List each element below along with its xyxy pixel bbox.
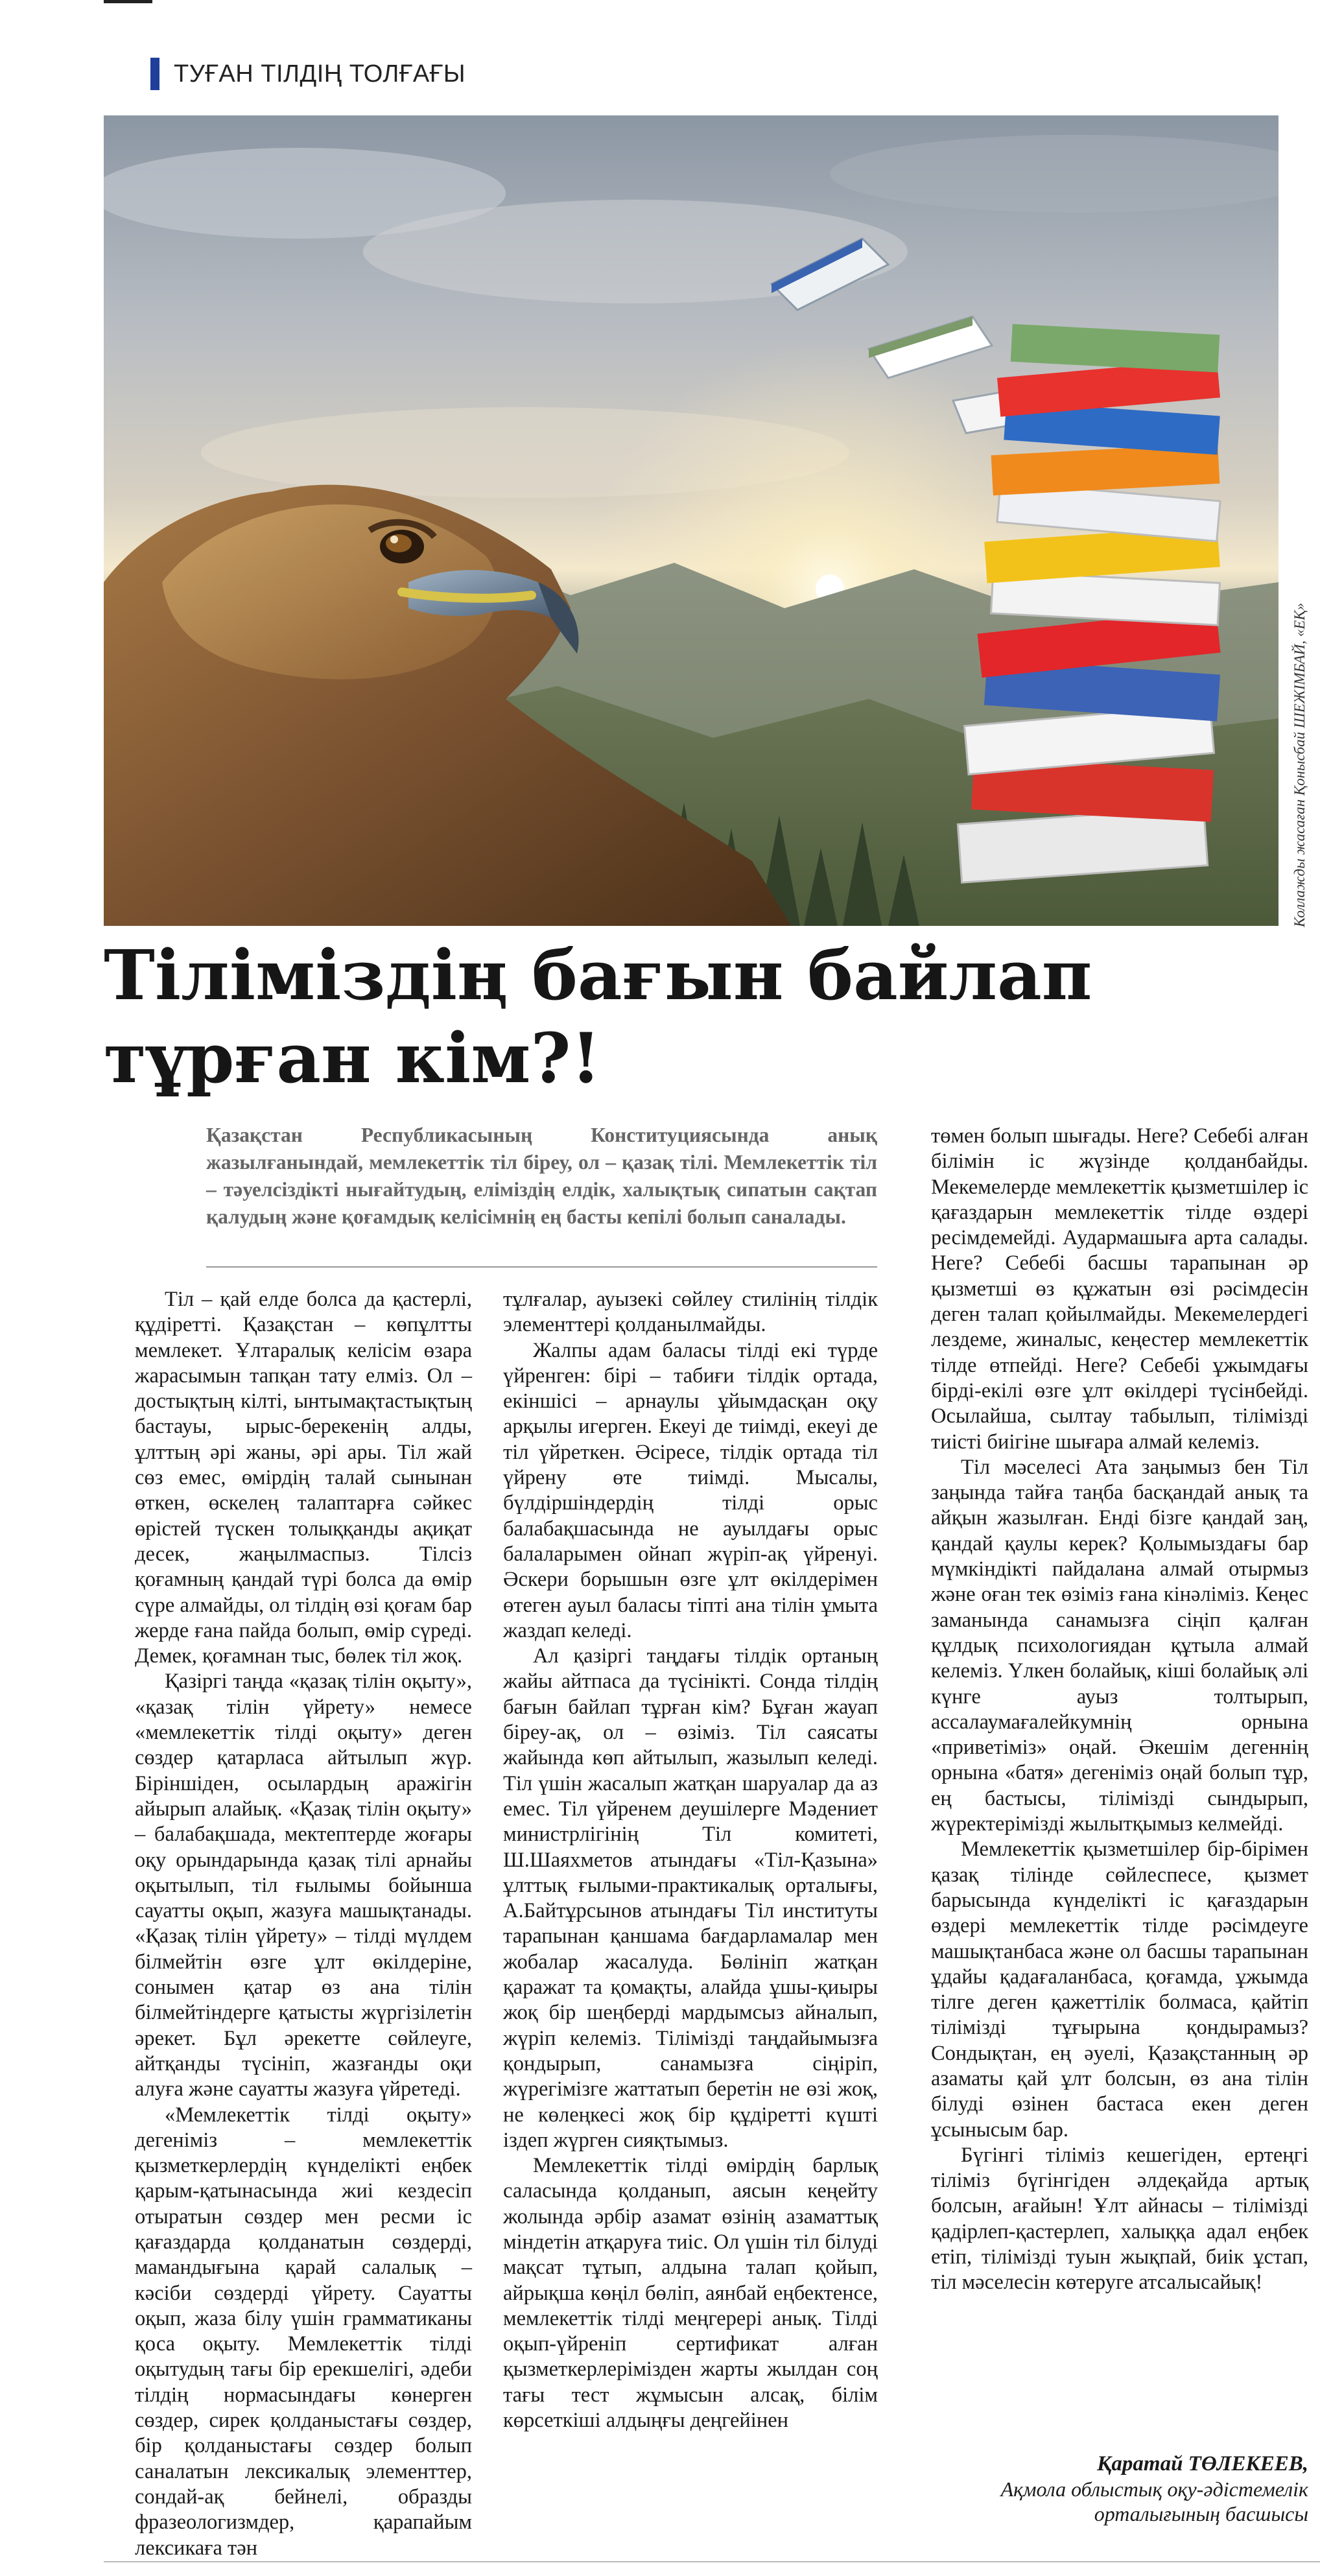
author-role: Ақмола облыстық оқу-әдістемелік xyxy=(1000,2477,1308,2501)
paragraph: Ал қазіргі таңдағы тілдік ортаның жайы айтпаса да түсінікті. Сонда тілдің бағын байлап тұрған кім? Бұған жауап біреу-ақ, ол – өзіміз. Тіл саясаты жайында көп айтылып, жазылып келеді. Тіл үшін жасалып жатқан шаруалар да аз емес. Тіл үйренем деушілерге Мәдениет министрлігінің Тіл комитеті, Ш.Шаяхметов атындағы «Тіл-Қазына» ұлттық ғылыми-практикалық орталығы, А.Байтұрсынов атындағы Тіл институты тарапынан қаншама бағдарламалар мен жобалар жасалуда. Бөлініп жатқан қаражат та қомақты, алайда ұшы-қиыры жоқ бір шеңберді мардымсыз айналып, жүріп келеміз. Тілімізді таңдайымызға қондырып, санамызға сіңіріп, жүрегімізге жаттатып беретін не өзі жоқ, не көлеңкесі жоқ бір құдіретті күшті іздеп жүрген сияқтымыз. xyxy=(503,1644,878,2152)
eagle-books-collage xyxy=(104,115,1279,926)
image-credit: Коллажды жасаған Қонысбай ШЕЖІМБАЙ, «ЕҚ» xyxy=(1291,602,1308,927)
rubric-accent-bar xyxy=(150,58,159,90)
paragraph: Тіл мәселесі Ата заңымыз бен Тіл заңында тайға таңба басқандай анық та айқын жазылған. Енді бізге қандай заң, қандай қаулы керек? Қолымыздағы бар мүмкіндікті пайдалана алмай отырмыз және оған тек өзіміз ғана кінәліміз. Кеңес заманында санамызға сіңіп қалған құлдық психологиядан құтыла алмай келеміз. Үлкен болайық, кіші болайық әлі күнге ауыз толтырып, ассалаумағалейкумнің орнына «приветіміз» оңай. Әкешім дегеннің орнына «батя» дегеніміз оңай болып тұр, ең бастысы, тілімізді сындырып, жүректерімізді жылытқымыз келмейді. xyxy=(931,1455,1308,1836)
paragraph: төмен болып шығады. Неге? Себебі алған білімін іс жүзінде қолданбайды. Мекемелерде мемлекеттік қызметшілер іс қағаздарын мемлекеттік тілде өздері ресімдемейді. Аудармашыға арта салады. Неге? Себебі басшы тарапынан әр қызметші өз құжатын өзі рәсімдесін деген талап қойылмайды. Мекемелердегі лездеме, жиналыс, кеңестер мемлекеттік тілде өтпейді. Неге? Себебі ұжымдағы бірді-екілі өзге ұлт өкілдері түсінбейді. Осылайша, сылтау табылып, тілімізді тиісті биігіне шығара алмай келеміз. xyxy=(931,1124,1308,1454)
paragraph: Мемлекеттік тілді өмірдің барлық саласында қолданып, аясын кеңейту жолында әрбір азамат өзінің азаматтық міндетін атқаруға тиіс. Ол үшін тіл білуді мақсат тұтып, алдына талап қойып, айрықша көңіл бөліп, аянбай еңбектенсе, мемлекеттік тілді меңгерері анық. Тілді оқып-үйреніп сертификат алған қызметкерлерімізден жарты жылдан соң тағы тест жұмысын алсақ, білім көрсеткіші алдыңғы деңгейінен xyxy=(503,2154,878,2433)
author-signature xyxy=(931,2451,1308,2526)
paragraph: тұлғалар, ауызекі сөйлеу стилінің тілдік элементтері қолданылмайды. xyxy=(503,1288,878,1337)
headline-line-2: тұрған кім?! xyxy=(104,1017,602,1098)
paragraph: Мемлекеттік қызметшілер бір-бірімен қазақ тілінде сөйлеспесе, қызмет барысында күнделікті іс қағаздарын өздері мемлекеттік тілде рәсімдеуге машықтанбаса және ол басшы тарапынан ұдайы қадағаланбаса, қоғамда, ұжымда тілге деген қажеттілік болмаса, қайтіп тілімізді тұғырына қондырамыз? Сондықтан, ең әуелі, Қазақстанның әр азаматы қай ұлт болсын, өз ана тілін білуді өзінен бастаса екен деген ұсынысым бар. xyxy=(931,1837,1308,2142)
cloud xyxy=(830,135,1279,213)
bottom-rule xyxy=(104,2561,1320,2562)
rubric-label: ТУҒАН ТІЛДІҢ ТОЛҒАҒЫ xyxy=(174,60,466,88)
article-column-2 xyxy=(503,1287,878,2433)
collage-illustration xyxy=(104,115,1279,926)
paragraph: Жалпы адам баласы тілді екі түрде үйренген: бірі – табиғи тілдік ортада, екіншісі – арнаулы ұйымдасқан оқу арқылы игерген. Екеуі де тиімді, екеуі де тіл үйреткен. Әсіресе, тілдік ортада тіл үйрену өте тиімді. Мысалы, бүлдіршіндердің тілді орыс балабақшасында не ауылдағы орыс балаларымен ойнап жүріп-ақ үйренуі. Әскери борышын өзге ұлт өкілдерімен өтеген ауыл баласы тіпті ана тілін ұмыта жаздап келеді. xyxy=(503,1338,878,1642)
author-name: Қаратай ТӨЛЕКЕЕВ, xyxy=(1097,2452,1308,2476)
paragraph: Бүгінгі тіліміз кешегіден, ертеңгі тіліміз бүгінгіден әлдеқайда артық болсын, ағайын! Ұлт айнасы – тілімізді қадірлеп-қастерлеп, халыққа адал еңбек етіп, тілімізді туын жықпай, биік ұстап, тіл мәселесін көтеруге атсалысайық! xyxy=(931,2143,1308,2295)
article-column-1 xyxy=(135,1287,472,2561)
headline-line-1: Тіліміздің бағын байлап xyxy=(104,934,1092,1015)
article-column-3 xyxy=(931,1124,1308,2296)
paragraph: Қазіргі таңда «қазақ тілін оқыту», «қазақ тілін үйрету» немесе «мемлекеттік тілді оқыту» деген сөздер қатарласа айтылып жүр. Біріншіден, осылардың аражігін айырып алайық. «Қазақ тілін оқыту» – балабақшада, мектептерде жоғары оқу орындарында қазақ тілі арнайы оқытылып, тіл ғылымы бойынша сауатты оқып, жазуға машықтанады. «Қазақ тілін үйрету» – тілді мүлдем білмейтін өзге ұлт өкілдеріне, сонымен қатар өз ана тілін білмейтіндерге қатысты жүргізілетін әрекет. Бұл әрекетте сөйлеуге, айтқанды түсініп, жазғанды оқи алуға және сауатты жазуға үйретеді. xyxy=(135,1670,472,2101)
paragraph: «Мемлекеттік тілді оқыту» дегеніміз – мемлекеттік қызметкерлердің күнделікті еңбек қарым-қатынасында жиі кездесіп отыратын сөздер мен ресми іс қағаздарда қолданатын сөздерді, мамандығына қарай салалық – кәсіби сөздерді үйрету. Сауатты оқып, жаза білу үшін грамматиканы қоса оқыту. Мемлекеттік тілді оқытудың тағы бір ерекшелігі, әдеби тілдің нормасындағы көнерген сөздер, сирек қолданыстағы сөздер, бір қолданыстағы сөздер болып саналатын лексикалық элементтер, сондай-ақ бейнелі, образды фразеологизмдер, қарапайым лексикаға тән xyxy=(135,2103,472,2560)
headline xyxy=(104,934,1245,1100)
paragraph: Тіл – қай елде болса да қастерлі, құдіретті. Қазақстан – көпұлтты мемлекет. Ұлтаралық келісім өзара жарасымын тапқан тату елміз. Ол – достықтың кілті, ынтымақтастықтың бастауы, ырыс-берекенің алды, ұлттың әрі жаны, әрі ары. Тіл жай сөз емес, өмірдің талай сынынан өткен, өскелең талаптарға сәйкес өрістей түскен толыққанды ақиқат десек, жаңылмаспыз. Тілсіз қоғамның қандай түрі болса да өмір сүре алмайды, ол тілдің өзі қоғам бар жерде ғана пайда болып, өмір сүреді. Демек, қоғамнан тыс, бөлек тіл жоқ. xyxy=(135,1288,472,1668)
author-role: орталығының басшысы xyxy=(1094,2502,1308,2525)
lead-divider xyxy=(206,1266,877,1268)
top-rule xyxy=(104,0,152,3)
section-rubric xyxy=(150,57,466,91)
lead-paragraph: Қазақстан Республикасының Конституциясында анық жазылғанындай, мемлекеттік тіл біреу, ол – қазақ тілі. Мемлекеттік тіл – тәуелсіздікті нығайтудың, еліміздің елдік, халықтық сипатын сақтап қалудың және қоғамдық келісімнің ең басты кепілі болып саналады. xyxy=(206,1124,877,1228)
